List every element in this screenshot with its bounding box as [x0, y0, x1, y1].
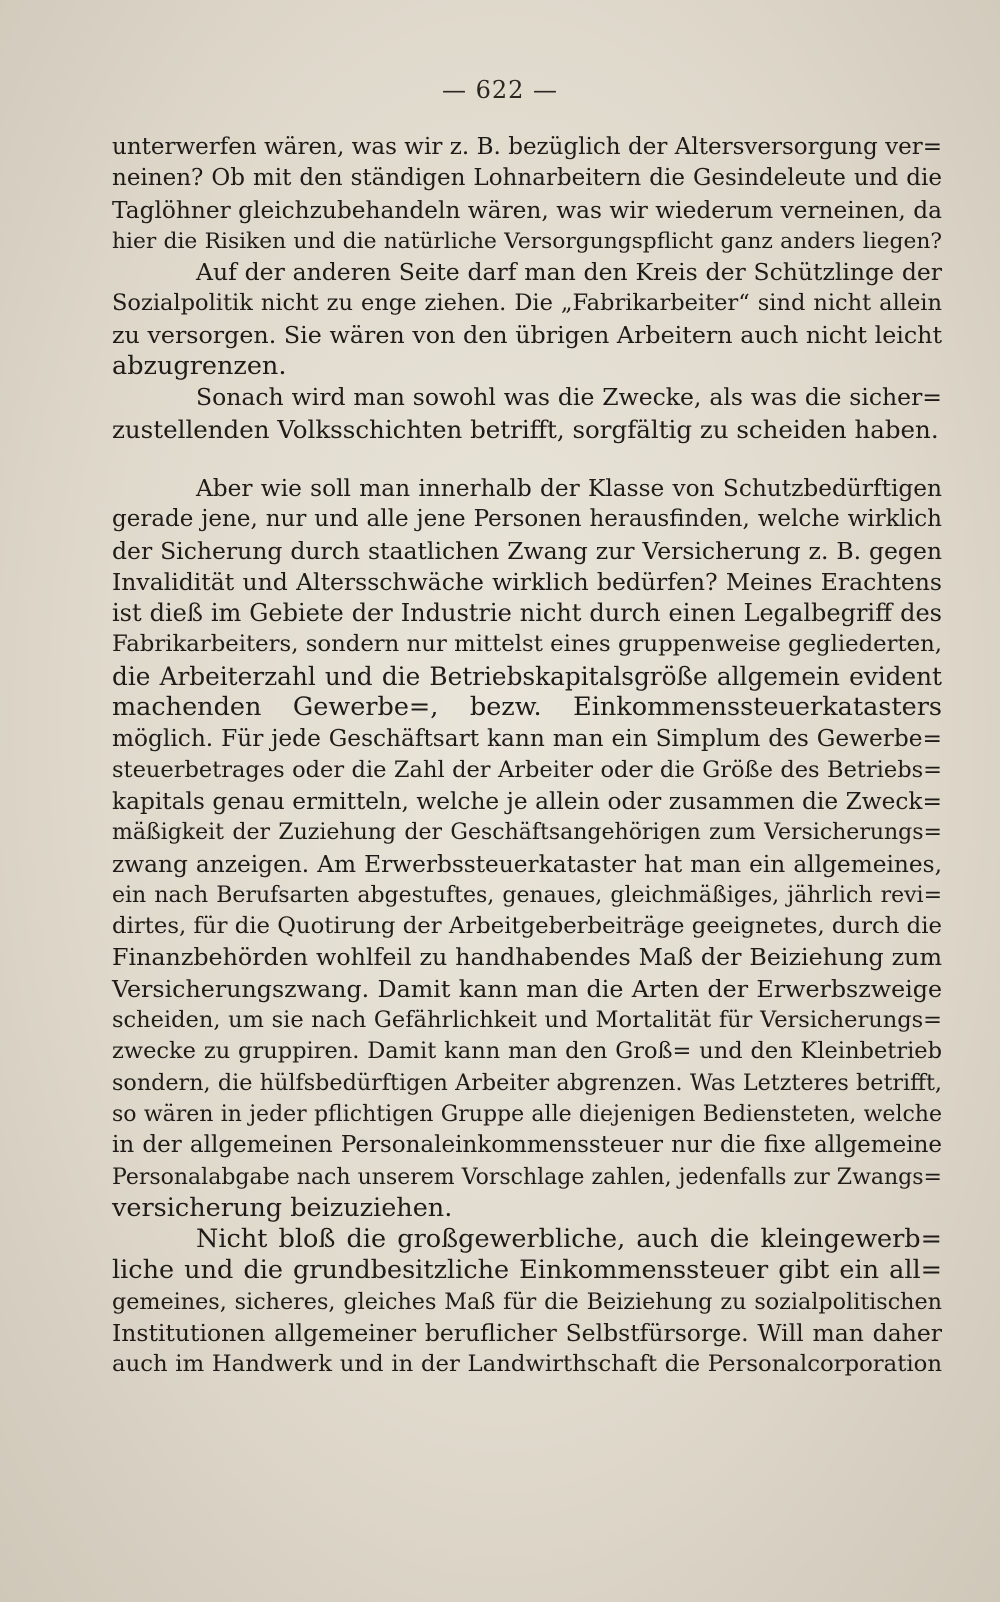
paragraph-5 [112, 1224, 942, 1380]
text-line: hier die Risiken und die natürliche Versorgungspflicht ganz anders liegen? [112, 228, 942, 254]
text-line: Invalidität und Altersschwäche wirklich bedürfen? Meines Erachtens [112, 567, 942, 596]
text-line: gerade jene, nur und alle jene Personen herausfinden, welche wirklich [112, 506, 942, 533]
page-number: — 622 — [441, 76, 559, 104]
text-line: versicherung beizuziehen. [112, 1192, 453, 1223]
text-line: scheiden, um sie nach Gefährlichkeit und Mortalität für Versicherungs= [112, 1007, 942, 1034]
text-line: Nicht bloß die großgewerbliche, auch die kleingewerb= [196, 1224, 942, 1255]
text-line: steuerbetrages oder die Zahl der Arbeiter oder die Größe des Betriebs= [112, 756, 942, 783]
text-line: mäßigkeit der Zuziehung der Geschäftsangehörigen zum Versicherungs= [112, 820, 942, 846]
text-line: liche und die grundbesitzliche Einkommenssteuer gibt ein all= [112, 1255, 942, 1286]
text-line: sondern, die hülfsbedürftigen Arbeiter abgrenzen. Was Letzteres betrifft, [112, 1069, 942, 1096]
text-line: kapitals genau ermitteln, welche je allein oder zusammen die Zweck= [112, 787, 942, 815]
paragraph-2 [112, 257, 942, 382]
text-line: neinen? Ob mit den ständigen Lohnarbeitern die Gesindeleute und die [112, 165, 942, 192]
text-line: zustellenden Volksschichten betrifft, sorgfältig zu scheiden haben. [112, 414, 939, 444]
text-line: zu versorgen. Sie wären von den übrigen Arbeitern auch nicht leicht [112, 320, 942, 349]
paragraph-1 [112, 132, 942, 257]
text-line: Sozialpolitik nicht zu enge ziehen. Die „Fabrikarbeiter“ sind nicht allein [112, 290, 942, 317]
text-line: Sonach wird man sowohl was die Zwecke, als was die sicher= [196, 383, 942, 412]
text-line: Taglöhner gleichzubehandeln wären, was wir wiederum verneinen, da [112, 196, 942, 224]
text-line: Aber wie soll man innerhalb der Klasse von Schutzbedürftigen [196, 474, 942, 502]
text-line: Finanzbehörden wohlfeil zu handhabendes Maß der Beiziehung zum [112, 943, 942, 972]
body-text [112, 132, 942, 1381]
text-line: Personalabgabe nach unserem Vorschlage zahlen, jedenfalls zur Zwangs= [112, 1164, 942, 1190]
text-line: Auf der anderen Seite darf man den Kreis der Schützlinge der [196, 258, 942, 287]
text-line: zwang anzeigen. Am Erwerbssteuerkataster hat man ein allgemeines, [112, 850, 942, 878]
text-line: der Sicherung durch staatlichen Zwang zur Versicherung z. B. gegen [112, 536, 942, 565]
text-line: ein nach Berufsarten abgestuftes, genaues, gleichmäßiges, jährlich revi= [112, 882, 942, 908]
text-line: gemeines, sicheres, gleiches Maß für die Beiziehung zu sozialpolitischen [112, 1288, 942, 1315]
text-line: Fabrikarbeiters, sondern nur mittelst eines gruppenweise gegliederten, [112, 631, 942, 658]
text-line: Institutionen allgemeiner beruflicher Selbstfürsorge. Will man daher [112, 1318, 942, 1347]
text-line: zwecke zu gruppiren. Damit kann man den Groß= und den Kleinbetrieb [112, 1038, 942, 1065]
text-line: so wären in jeder pflichtigen Gruppe alle diejenigen Bediensteten, welche [112, 1101, 942, 1127]
text-line: Versicherungszwang. Damit kann man die Arten der Erwerbszweige [112, 974, 942, 1003]
text-line: die Arbeiterzahl und die Betriebskapitalsgröße allgemein evident [112, 661, 942, 691]
text-line: ist dieß im Gebiete der Industrie nicht durch einen Legalbegriff des [112, 599, 942, 628]
text-line: auch im Handwerk und in der Landwirthschaft die Personalcorporation [112, 1351, 942, 1378]
paragraph-4 [112, 473, 942, 1224]
text-line: machenden Gewerbe=, bezw. Einkommenssteuerkatasters [112, 692, 942, 723]
text-line: abzugrenzen. [112, 351, 287, 382]
paragraph-3 [112, 382, 942, 445]
text-line: in der allgemeinen Personaleinkommenssteuer nur die fixe allgemeine [112, 1132, 942, 1159]
text-line: dirtes, für die Quotirung der Arbeitgeberbeiträge geeignetes, durch die [112, 913, 942, 940]
text-line: unterwerfen wären, was wir z. B. bezüglich der Altersversorgung ver= [112, 134, 942, 160]
text-line: möglich. Für jede Geschäftsart kann man ein Simplum des Gewerbe= [112, 725, 942, 753]
